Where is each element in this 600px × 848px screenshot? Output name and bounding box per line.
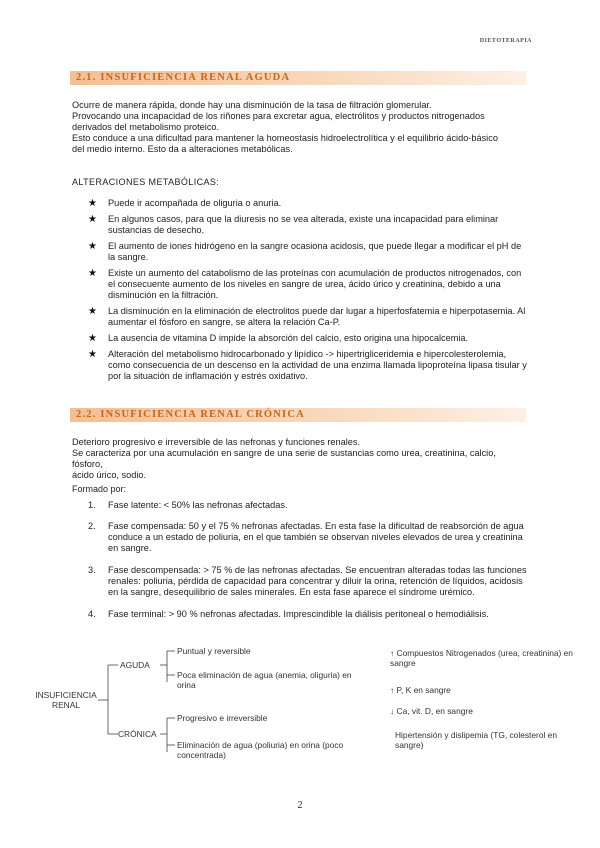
diagram-effect xyxy=(390,706,590,716)
list-number: 4. xyxy=(88,609,96,619)
list-item-text: Alteración del metabolismo hidrocarbonado y lipídico -> hipertrigliceridemia e hipercolesterolemia, como consecuencia de un descenso en la actividad de una enzima llamada lipoproteína lipasa tisular y por la situación de inflamación y estrés oxidativo. xyxy=(108,349,527,381)
header-tag: DIETOTERAPIA xyxy=(479,38,532,44)
diagram-effect xyxy=(390,648,590,668)
metabolic-alterations-heading: ALTERACIONES METABÓLICAS: xyxy=(72,177,220,187)
diagram-effect: Hipertensión y dislipemia (TG, colesterol en sangre) xyxy=(395,730,557,750)
diagram-root-line: INSUFICIENCIA xyxy=(35,690,97,700)
section-1-bar xyxy=(70,71,526,85)
list-item-text: En algunos casos, para que la diuresis no se vea alterada, existe una incapacidad para eliminar sustancias de desecho. xyxy=(108,214,499,235)
list-item xyxy=(88,521,528,554)
list-item-text: La disminución en la eliminación de electrolitos puede dar lugar a hiperfosfatemia e hiperpotasemia. Al aumentar el fósforo en sangre, se altera la relación Ca-P. xyxy=(108,306,526,327)
list-item xyxy=(88,214,528,236)
diagram-effect-text: Ca, vit. D, en sangre xyxy=(396,706,473,716)
star-bullet-icon: ★ xyxy=(88,241,97,252)
intro-line: Provocando una incapacidad de los riñones para excretar agua, electrólitos y productos nitrogenados xyxy=(72,111,485,121)
diagram-effect-text: Compuestos Nitrogenados (urea, creatinina) en sangre xyxy=(390,648,573,668)
intro-line: Esto conduce a una dificultad para mantener la homeostasis hidroelectrolítica y el equilibrio ácido-básico xyxy=(72,133,498,143)
diagram-root xyxy=(32,690,100,710)
intro-line: derivados del metabolismo proteico. xyxy=(72,122,220,132)
diagram-aguda-label: AGUDA xyxy=(120,660,150,670)
page-number: 2 xyxy=(297,800,303,811)
list-item-text: Puede ir acompañada de oliguria o anuria. xyxy=(108,198,282,208)
diagram-aguda-item: Poca eliminación de agua (anemia, oliguria) en orina xyxy=(177,670,352,690)
diagram-cronica-label: CRÓNICA xyxy=(118,729,157,739)
star-bullet-icon: ★ xyxy=(88,214,97,225)
arrow-up-icon: ↑ xyxy=(390,648,395,658)
section-2-intro xyxy=(72,437,528,481)
list-number: 1. xyxy=(88,500,96,510)
metabolic-alterations-list xyxy=(88,198,528,387)
intro-line: Deterioro progresivo e irreversible de las nefronas y funciones renales. xyxy=(72,437,361,447)
intro-line: del medio interno. Esto da a alteraciones metabólicas. xyxy=(72,144,293,154)
list-item-text: La ausencia de vitamina D impide la absorción del calcio, esto origina una hipocalcemia. xyxy=(108,333,469,343)
list-item-text: El aumento de iones hidrógeno en la sangre ocasiona acidosis, que puede llegar a modificar el pH de la sangre. xyxy=(108,241,522,262)
section-1-title: 2.1. INSUFICIENCIA RENAL AGUDA xyxy=(76,72,291,83)
section-2-title: 2.2. INSUFICIENCIA RENAL CRÓNICA xyxy=(76,409,305,420)
arrow-up-icon: ↑ xyxy=(390,685,395,695)
list-item-text: Fase descompensada: > 75 % de las nefronas afectadas. Se encuentran alteradas todas las funciones renales: poliuria, pérdida de capacidad para concentrar y diluir la orina, retención de líquidos, acidosis en la sangre, desequilibrio de sales minerales. En esta fase aparece el síndrome urémico. xyxy=(108,565,527,597)
star-bullet-icon: ★ xyxy=(88,333,97,344)
list-item-text: Fase latente: < 50% las nefronas afectadas. xyxy=(108,500,288,510)
list-item-text: Existe un aumento del catabolismo de las proteínas con acumulación de productos nitrogenados, con el consecuente aumento de los niveles en sangre de urea, ácido úrico y creatinina, debido a una disminución en la filtración. xyxy=(108,268,522,300)
list-item xyxy=(88,349,528,382)
list-number: 2. xyxy=(88,521,96,531)
phases-list xyxy=(88,500,528,620)
list-item-text: Fase terminal: > 90 % nefronas afectadas. Imprescindible la diálisis peritoneal o hemodiálisis. xyxy=(108,609,489,619)
list-item xyxy=(88,565,528,598)
list-item xyxy=(88,241,528,263)
section-2-bar xyxy=(70,408,526,422)
diagram-effect xyxy=(390,685,590,695)
formed-by-label: Formado por: xyxy=(72,484,127,494)
list-item-text: Fase compensada: 50 y el 75 % nefronas afectadas. En esta fase la dificultad de reabsorción de agua conduce a un estado de poliuria, en el que también se observan niveles elevados de urea y creatinina en sangre. xyxy=(108,521,524,553)
star-bullet-icon: ★ xyxy=(88,268,97,279)
list-item xyxy=(88,333,528,344)
intro-line: Ocurre de manera rápida, donde hay una disminución de la tasa de filtración glomerular. xyxy=(72,100,432,110)
star-bullet-icon: ★ xyxy=(88,349,97,360)
diagram-root-line: RENAL xyxy=(52,700,80,710)
diagram-cronica-item: Eliminación de agua (poliuria) en orina (poco concentrada) xyxy=(177,740,344,760)
diagram-effect-text: P, K en sangre xyxy=(396,685,451,695)
list-item xyxy=(88,500,528,511)
list-item xyxy=(88,198,528,209)
diagram-cronica-item: Progresivo e irreversible xyxy=(177,713,268,723)
list-item xyxy=(88,306,528,328)
arrow-down-icon: ↓ xyxy=(390,706,395,716)
intro-line: Se caracteriza por una acumulación en sangre de una serie de sustancias como urea, creatinina, calcio, fósforo, xyxy=(72,448,496,469)
star-bullet-icon: ★ xyxy=(88,306,97,317)
list-number: 3. xyxy=(88,565,96,575)
section-1-intro xyxy=(72,100,528,155)
list-item xyxy=(88,268,528,301)
intro-line: ácido úrico, sodio. xyxy=(72,470,147,480)
list-item xyxy=(88,609,528,620)
diagram-aguda-item: Puntual y reversible xyxy=(177,646,251,656)
star-bullet-icon: ★ xyxy=(88,198,97,209)
